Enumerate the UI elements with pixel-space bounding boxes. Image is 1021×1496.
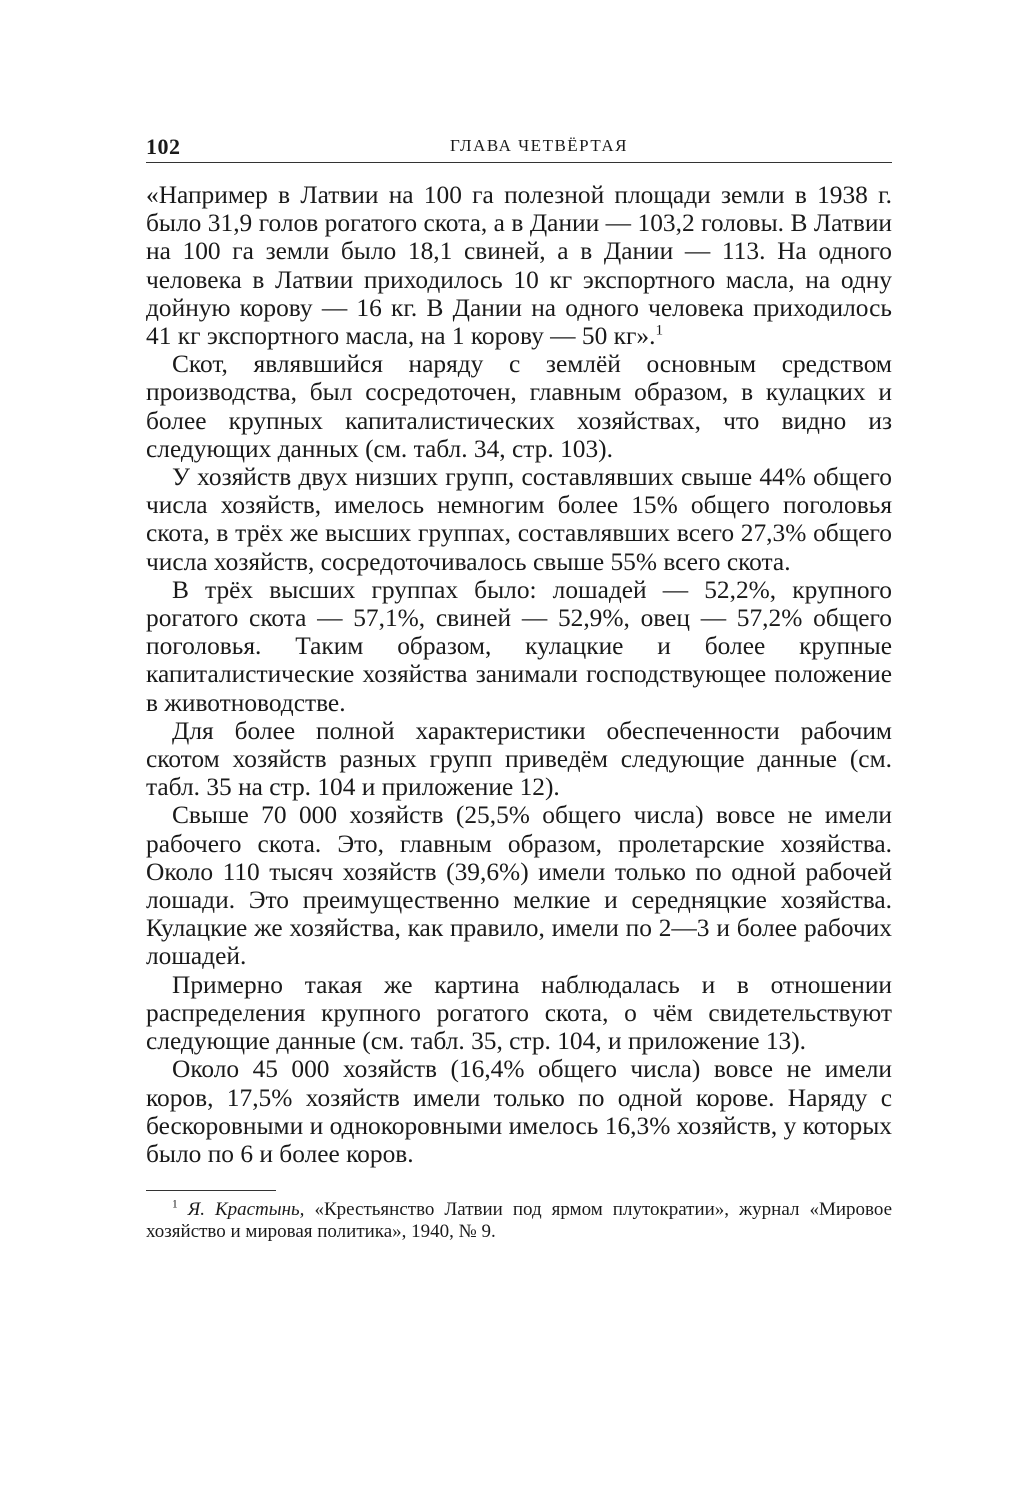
footnote-marker: 1 — [172, 1198, 178, 1211]
footnote-author: Я. Крастынь, — [187, 1199, 305, 1221]
paragraph: Примерно такая же картина наблюдалась и в отношении распределения крупного рогатого скота, о чём свидетельствуют следующие данные (см. табл. 35, стр. 104, и приложение 13). — [146, 970, 892, 1056]
footnote — [146, 1199, 892, 1243]
running-head: ГЛАВА ЧЕТВЁРТАЯ — [449, 136, 628, 155]
paragraph-quote: «Например в Латвии на 100 га полезной площади земли в 1938 г. было 31,9 голов рогатого скота, а в Дании — 103,2 головы. В Латвии на 100 га земли было 18,1 свиней, а в Дании — 113. На одного человека в Латвии приходилось 10 кг экспортного масла, на одну дойную корову — 16 кг. В Дании на одного человека приходилось 41 кг экспортного масла, на 1 корову — 50 кг».$^1$ — [146, 181, 892, 351]
body-text — [146, 181, 892, 1168]
book-page — [146, 128, 892, 1243]
paragraph: У хозяйств двух низших групп, составлявших свыше 44% общего числа хозяйств, имелось немногим более 15% общего поголовья скота, в трёх же высших группах, составлявших всего 27,3% общего числа хозяйств, сосредоточивалось свыше 55% всего скота. — [146, 463, 892, 576]
paragraph: Около 45 000 хозяйств (16,4% общего числа) вовсе не имели коров, 17,5% хозяйств имели только по одной корове. Наряду с бескоровными и однокоровными имелось 16,3% хозяйств, у которых было по 6 и более коров. — [146, 1055, 892, 1168]
paragraph: Скот, являвшийся наряду с землёй основным средством производства, был сосредоточен, главным образом, в кулацких и более крупных капиталистических хозяйствах, что видно из следующих данных (см. табл. 34, стр. 103). — [146, 350, 892, 463]
paragraph: Для более полной характеристики обеспеченности рабочим скотом хозяйств разных групп приведём следующие данные (см. табл. 35 на стр. 104 и приложение 12). — [146, 716, 892, 802]
page-header — [146, 128, 892, 163]
footnote-text: «Крестьянство Латвии под ярмом плутократии», журнал «Мировое хозяйство и мировая политика», 1940, № 9. — [146, 1199, 893, 1243]
footnote-divider — [146, 1190, 276, 1191]
page-number: 102 — [146, 134, 181, 159]
footnote-ref[interactable]: 1 — [655, 321, 664, 339]
paragraph: В трёх высших группах было: лошадей — 52,2%, крупного рогатого скота — 57,1%, свиней — 52,9%, овец — 57,2% общего поголовья. Таким образом, кулацкие и более крупные капиталистические хозяйства занимали господствующее положение в животноводстве. — [146, 575, 892, 717]
paragraph: Свыше 70 000 хозяйств (25,5% общего числа) вовсе не имели рабочего скота. Это, главным образом, пролетарские хозяйства. Около 110 тысяч хозяйств (39,6%) имели только по одной рабочей лошади. Это преимущественно мелкие и середняцкие хозяйства. Кулацкие же хозяйства, как правило, имели по 2—3 и более рабочих лошадей. — [146, 801, 892, 971]
